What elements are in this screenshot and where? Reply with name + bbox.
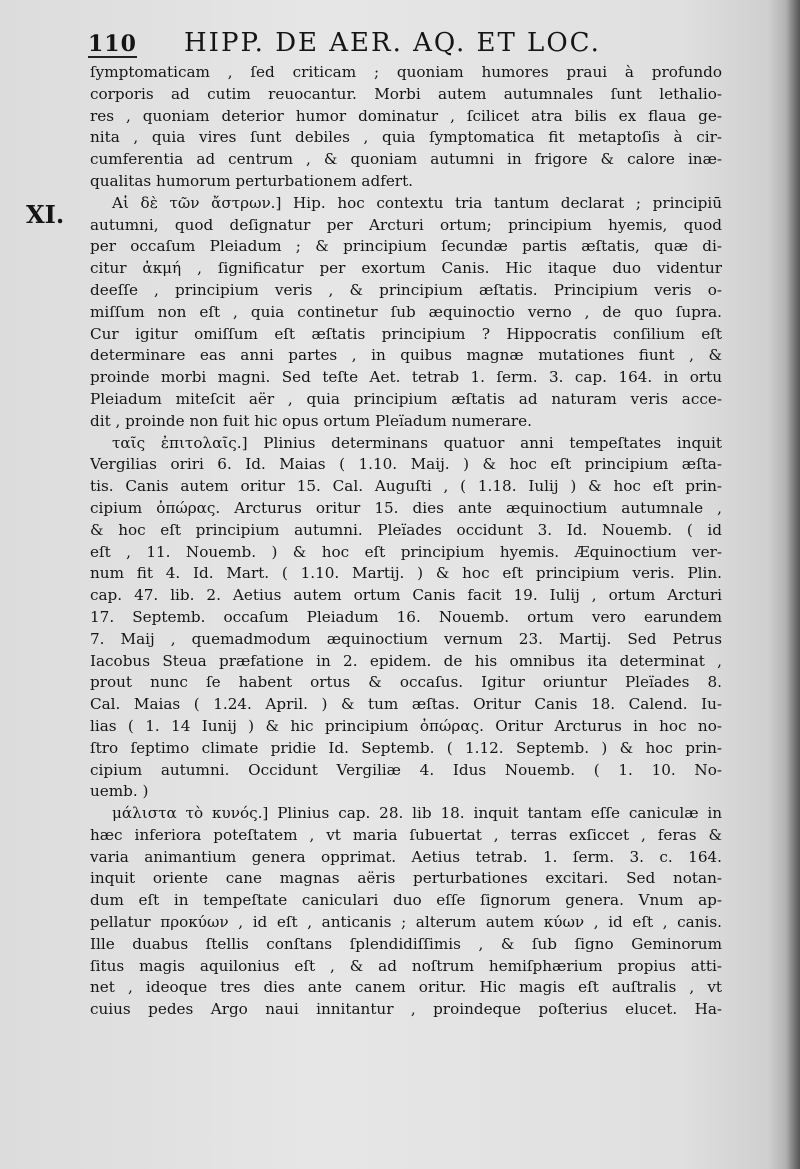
text-line: cap. 47. lib. 2. Aetius autem ortum Canis facit 19. Iulij , ortum Arcturi: [90, 586, 722, 605]
text-line: eſt , 11. Nouemb. ) & hoc eſt principium hyemis. Æquinoctium ver-: [90, 542, 722, 561]
text-line: uemb. ): [90, 782, 149, 801]
text-line: num fit 4. Id. Mart. ( 1.10. Martij. ) & hoc eſt principium veris. Plin.: [90, 564, 722, 583]
text-line: Cur igitur omiſſum eſt æſtatis principium ? Hippocratis conſilium eſt: [90, 324, 722, 343]
text-line: Vergilias oriri 6. Id. Maias ( 1.10. Maij. ) & hoc eſt principium æſta-: [90, 455, 722, 474]
text-line: prout nunc ſe habent ortus & occaſus. Igitur oriuntur Pleïades 8.: [90, 673, 722, 692]
text-line: Ille duabus ſtellis conſtans ſplendidiſſimis , & ſub ſigno Geminorum: [90, 934, 722, 953]
text-line: citur ἀκμή , ſignificatur per exortum Canis. Hic itaque duo videntur: [90, 259, 722, 278]
text-line: dit , proinde non fuit hic opus ortum Pleïadum numerare.: [90, 411, 533, 430]
text-line: Cal. Maias ( 1.24. April. ) & tum æſtas. Oritur Canis 18. Calend. Iu-: [90, 695, 722, 714]
text-line: nita , quia vires ſunt debiles , quia ſymptomatica fit metaptoſis à cir-: [90, 128, 722, 147]
text-line: corporis ad cutim reuocantur. Morbi autem autumnales ſunt lethalio-: [90, 84, 722, 103]
text-line: ταῖς ἐπιτολαῖς.] Plinius determinans quatuor anni tempeſtates inquit: [112, 433, 722, 452]
text-line: ſtro ſeptimo climate pridie Id. Septemb. ( 1.12. Septemb. ) & hoc prin-: [90, 738, 722, 757]
book-spine-shadow: [786, 0, 800, 1169]
text-line: autumni, quod deſignatur per Arcturi ortum; principium hyemis, quod: [90, 215, 722, 234]
page-number: 110: [88, 31, 137, 57]
text-line: cipium ὀπώρας. Arcturus oritur 15. dies ante æquinoctium autumnale ,: [90, 498, 722, 517]
text-line: dum eſt in tempeſtate caniculari duo eſſe ſignorum genera. Vnum ap-: [90, 891, 722, 910]
text-line: per occaſum Pleiadum ; & principium ſecundæ partis æſtatis, quæ di-: [90, 237, 722, 256]
text-line: res , quoniam deterior humor dominatur , ſcilicet atra bilis ex flaua ge-: [90, 106, 722, 125]
running-title: HIPP. DE AER. AQ. ET LOC.: [184, 28, 601, 58]
body-text: [90, 62, 722, 1021]
text-line: hæc inferiora poteſtatem , vt maria ſubuertat , terras exſiccet , feras &: [90, 825, 722, 844]
text-line: ſitus magis aquilonius eſt , & ad noſtrum hemiſphærium propius atti-: [90, 956, 722, 975]
text-line: Αἱ δὲ τῶν ἄστρων.] Hip. hoc contextu tria tantum declarat ; principiū: [112, 193, 722, 212]
text-line: ſymptomaticam , ſed criticam ; quoniam humores praui à profundo: [90, 63, 722, 81]
text-line: qualitas humorum perturbationem adfert.: [90, 171, 414, 190]
text-line: & hoc eſt principium autumni. Pleïades occidunt 3. Id. Nouemb. ( id: [90, 520, 722, 539]
text-line: deeſſe , principium veris , & principium æſtatis. Principium veris o-: [90, 280, 722, 299]
text-line: net , ideoque tres dies ante canem oritur. Hic magis eſt auſtralis , vt: [90, 978, 722, 997]
page-header: [88, 28, 728, 64]
text-line: 7. Maij , quemadmodum æquinoctium vernum 23. Martij. Sed Petrus: [90, 629, 722, 648]
text-line: 17. Septemb. occaſum Pleiadum 16. Nouemb. ortum vero earundem: [90, 607, 722, 626]
text-line: inquit oriente cane magnas aëris perturbationes excitari. Sed notan-: [90, 869, 722, 888]
text-line: cumferentia ad centrum , & quoniam autumni in frigore & calore inæ-: [90, 150, 722, 169]
text-line: pellatur προκύων , id eſt , anticanis ; alterum autem κύων , id eſt , canis.: [90, 913, 722, 932]
text-line: cipium autumni. Occidunt Vergiliæ 4. Idus Nouemb. ( 1. 10. No-: [90, 760, 722, 779]
text-line: Pleiadum miteſcit aër , quia principium æſtatis ad naturam veris acce-: [90, 389, 722, 408]
text-line: varia animantium genera opprimat. Aetius tetrab. 1. ſerm. 3. c. 164.: [90, 847, 722, 866]
text-line: tis. Canis autem oritur 15. Cal. Auguſti , ( 1.18. Iulij ) & hoc eſt prin-: [90, 477, 722, 496]
text-line: μάλιστα τὸ κυνός.] Plinius cap. 28. lib 18. inquit tantam eſſe caniculæ in: [112, 804, 722, 823]
text-line: cuius pedes Argo naui innitantur , proindeque poſterius elucet. Ha-: [90, 1000, 722, 1019]
text-line: lias ( 1. 14 Iunij ) & hic principium ὀπώρας. Oritur Arcturus in hoc no-: [90, 716, 722, 735]
text-line: Iacobus Steua præfatione in 2. epidem. de his omnibus ita determinat ,: [90, 651, 722, 670]
text-line: determinare eas anni partes , in quibus magnæ mutationes fiunt , &: [90, 346, 722, 365]
section-number: XI.: [26, 200, 65, 229]
text-line: proinde morbi magni. Sed teſte Aet. tetrab 1. ſerm. 3. cap. 164. in ortu: [90, 368, 722, 387]
text-line: miſſum non eſt , quia continetur ſub æquinoctio verno , de quo ſupra.: [90, 302, 722, 321]
